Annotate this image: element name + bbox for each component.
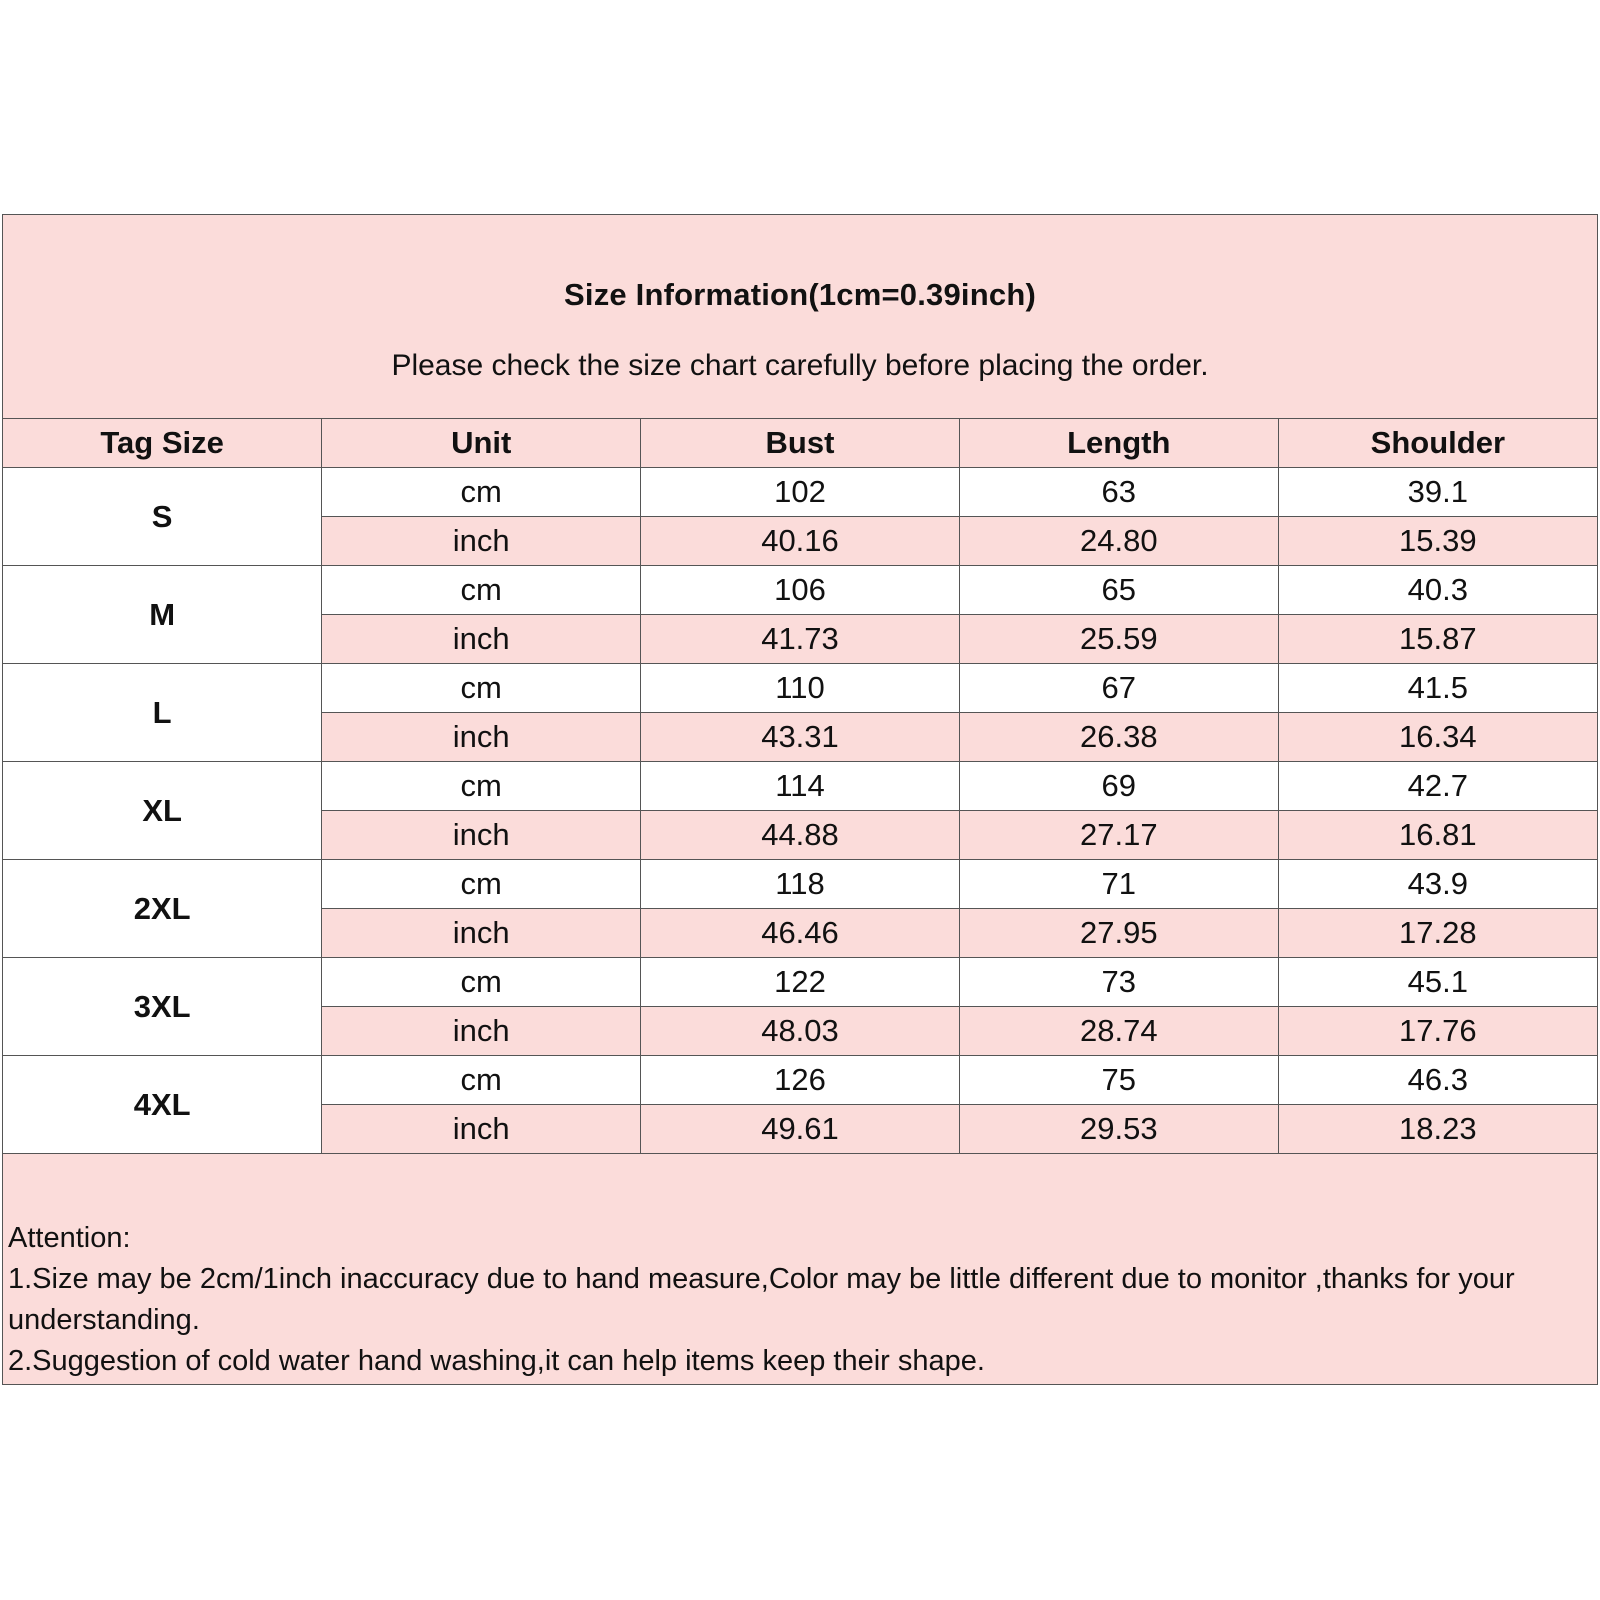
table-cell: 67 bbox=[959, 664, 1278, 713]
table-cell: 46.3 bbox=[1278, 1056, 1597, 1105]
size-chart-header bbox=[3, 215, 1597, 418]
table-cell: cm bbox=[322, 860, 641, 909]
table-cell: 43.31 bbox=[641, 713, 960, 762]
table-cell: cm bbox=[322, 566, 641, 615]
table-cell: 42.7 bbox=[1278, 762, 1597, 811]
table-row bbox=[3, 860, 1597, 909]
table-cell: inch bbox=[322, 517, 641, 566]
table-cell: inch bbox=[322, 1105, 641, 1154]
table-cell: 39.1 bbox=[1278, 468, 1597, 517]
table-cell: 15.39 bbox=[1278, 517, 1597, 566]
table-cell: inch bbox=[322, 1007, 641, 1056]
table-cell: 102 bbox=[641, 468, 960, 517]
table-cell: 29.53 bbox=[959, 1105, 1278, 1154]
table-row bbox=[3, 762, 1597, 811]
table-cell: 16.81 bbox=[1278, 811, 1597, 860]
table-cell: 17.28 bbox=[1278, 909, 1597, 958]
table-cell: cm bbox=[322, 762, 641, 811]
notes-heading: Attention: bbox=[8, 1222, 131, 1254]
table-cell: 15.87 bbox=[1278, 615, 1597, 664]
table-cell: 27.95 bbox=[959, 909, 1278, 958]
table-row bbox=[3, 958, 1597, 1007]
table-cell: 49.61 bbox=[641, 1105, 960, 1154]
table-cell: 69 bbox=[959, 762, 1278, 811]
attention-notes bbox=[8, 1218, 1577, 1382]
table-row bbox=[3, 664, 1597, 713]
table-cell: 40.3 bbox=[1278, 566, 1597, 615]
table-cell: 44.88 bbox=[641, 811, 960, 860]
table-cell: 118 bbox=[641, 860, 960, 909]
table-cell: 24.80 bbox=[959, 517, 1278, 566]
table-cell: 46.46 bbox=[641, 909, 960, 958]
table-cell: 17.76 bbox=[1278, 1007, 1597, 1056]
table-header-row bbox=[3, 419, 1597, 468]
table-cell: 41.5 bbox=[1278, 664, 1597, 713]
table-cell: 27.17 bbox=[959, 811, 1278, 860]
table-cell: 106 bbox=[641, 566, 960, 615]
table-cell: 40.16 bbox=[641, 517, 960, 566]
column-header-length: Length bbox=[959, 419, 1278, 468]
table-row bbox=[3, 1056, 1597, 1105]
table-cell: 48.03 bbox=[641, 1007, 960, 1056]
table-cell: inch bbox=[322, 615, 641, 664]
table-cell: 75 bbox=[959, 1056, 1278, 1105]
tag-size-cell: 4XL bbox=[3, 1056, 322, 1154]
table-cell: 18.23 bbox=[1278, 1105, 1597, 1154]
table-row bbox=[3, 566, 1597, 615]
table-cell: cm bbox=[322, 664, 641, 713]
page-subtitle: Please check the size chart carefully before placing the order. bbox=[391, 349, 1209, 382]
table-row bbox=[3, 468, 1597, 517]
page-title: Size Information(1cm=0.39inch) bbox=[564, 277, 1036, 312]
tag-size-cell: L bbox=[3, 664, 322, 762]
table-cell: 26.38 bbox=[959, 713, 1278, 762]
notes-line-2: 2.Suggestion of cold water hand washing,it can help items keep their shape. bbox=[8, 1345, 985, 1377]
table-cell: 43.9 bbox=[1278, 860, 1597, 909]
table-cell: 122 bbox=[641, 958, 960, 1007]
table-cell: 25.59 bbox=[959, 615, 1278, 664]
notes-line-1: 1.Size may be 2cm/1inch inaccuracy due to hand measure,Color may be little different due to monitor ,thanks for your understanding. bbox=[8, 1263, 1515, 1336]
size-chart-sheet bbox=[2, 214, 1598, 1385]
size-table-body bbox=[3, 468, 1597, 1154]
size-table bbox=[3, 418, 1597, 1154]
column-header-unit: Unit bbox=[322, 419, 641, 468]
table-cell: 28.74 bbox=[959, 1007, 1278, 1056]
column-header-shoulder: Shoulder bbox=[1278, 419, 1597, 468]
table-cell: cm bbox=[322, 958, 641, 1007]
table-cell: 41.73 bbox=[641, 615, 960, 664]
table-cell: inch bbox=[322, 713, 641, 762]
tag-size-cell: 2XL bbox=[3, 860, 322, 958]
table-cell: inch bbox=[322, 811, 641, 860]
tag-size-cell: XL bbox=[3, 762, 322, 860]
tag-size-cell: S bbox=[3, 468, 322, 566]
tag-size-cell: M bbox=[3, 566, 322, 664]
table-cell: 63 bbox=[959, 468, 1278, 517]
tag-size-cell: 3XL bbox=[3, 958, 322, 1056]
column-header-bust: Bust bbox=[641, 419, 960, 468]
table-cell: cm bbox=[322, 1056, 641, 1105]
table-cell: 45.1 bbox=[1278, 958, 1597, 1007]
table-cell: 114 bbox=[641, 762, 960, 811]
column-header-tag-size: Tag Size bbox=[3, 419, 322, 468]
table-cell: inch bbox=[322, 909, 641, 958]
table-cell: 126 bbox=[641, 1056, 960, 1105]
table-cell: 65 bbox=[959, 566, 1278, 615]
table-cell: 71 bbox=[959, 860, 1278, 909]
table-cell: 16.34 bbox=[1278, 713, 1597, 762]
table-cell: 73 bbox=[959, 958, 1278, 1007]
table-cell: 110 bbox=[641, 664, 960, 713]
table-cell: cm bbox=[322, 468, 641, 517]
